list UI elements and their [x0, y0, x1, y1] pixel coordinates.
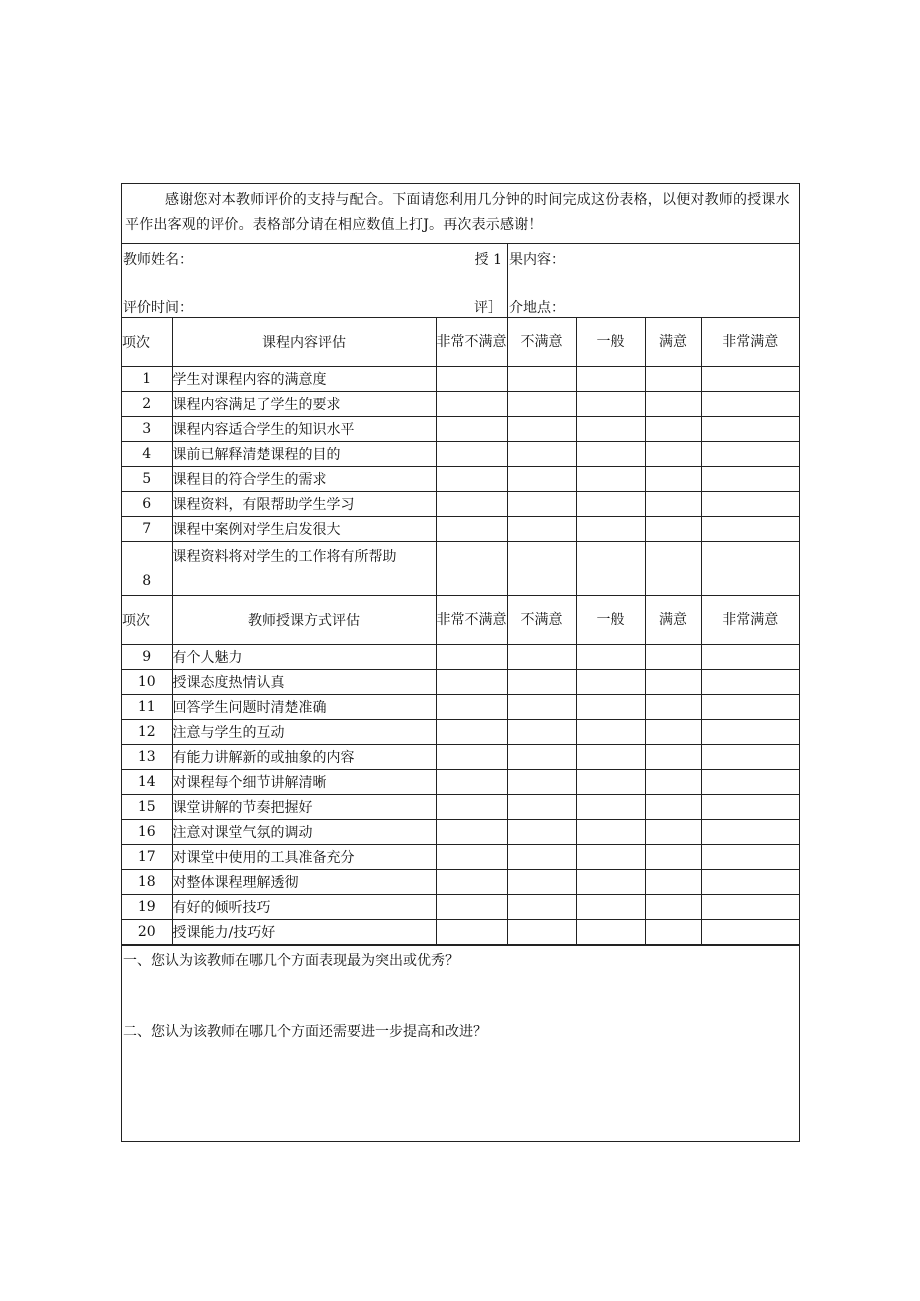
rating-cell-1[interactable] [507, 645, 576, 670]
rating-cell-4[interactable] [701, 820, 799, 845]
rating-cell-1[interactable] [507, 770, 576, 795]
item-text: 课程中案例对学生启发很大 [172, 517, 436, 542]
info-left [122, 244, 508, 317]
item-number: 5 [122, 467, 172, 492]
item-number: 10 [122, 670, 172, 695]
course-label-fragment-left: 授 1 [474, 252, 502, 268]
rating-cell-0[interactable] [436, 920, 507, 945]
rating-cell-1[interactable] [507, 467, 576, 492]
rating-cell-4[interactable] [701, 770, 799, 795]
eval-time-label[interactable]: 评价时间： [123, 300, 193, 316]
rating-cell-4[interactable] [701, 645, 799, 670]
rating-cell-4[interactable] [701, 745, 799, 770]
rating-cell-2[interactable] [576, 467, 645, 492]
rating-cell-4[interactable] [701, 392, 799, 417]
rating-cell-3[interactable] [645, 720, 701, 745]
rating-cell-3[interactable] [645, 467, 701, 492]
section-title: 教师授课方式评估 [172, 596, 436, 645]
item-number: 19 [122, 895, 172, 920]
rating-cell-3[interactable] [645, 670, 701, 695]
rating-cell-3[interactable] [645, 795, 701, 820]
rating-cell-3[interactable] [645, 770, 701, 795]
rating-cell-3[interactable] [645, 442, 701, 467]
item-number: 13 [122, 745, 172, 770]
scale-header-2: 一般 [576, 596, 645, 645]
scale-header-3: 满意 [645, 318, 701, 367]
table-row [122, 770, 799, 795]
item-number: 20 [122, 920, 172, 945]
rating-cell-2[interactable] [576, 720, 645, 745]
table-row [122, 645, 799, 670]
rating-cell-0[interactable] [436, 467, 507, 492]
rating-cell-2[interactable] [576, 870, 645, 895]
item-number: 7 [122, 517, 172, 542]
rating-cell-3[interactable] [645, 695, 701, 720]
scale-header-1: 不满意 [507, 596, 576, 645]
rating-cell-0[interactable] [436, 695, 507, 720]
rating-cell-4[interactable] [701, 517, 799, 542]
item-number: 8 [122, 542, 172, 596]
rating-cell-0[interactable] [436, 367, 507, 392]
item-text: 有能力讲解新的或抽象的内容 [172, 745, 436, 770]
item-text: 课程内容满足了学生的要求 [172, 392, 436, 417]
rating-cell-3[interactable] [645, 367, 701, 392]
rating-cell-3[interactable] [645, 517, 701, 542]
item-text: 课堂讲解的节奏把握好 [172, 795, 436, 820]
rating-cell-2[interactable] [576, 645, 645, 670]
item-number: 11 [122, 695, 172, 720]
rating-cell-4[interactable] [701, 845, 799, 870]
scale-header-1: 不满意 [507, 318, 576, 367]
rating-cell-1[interactable] [507, 720, 576, 745]
table-row [122, 517, 799, 542]
rating-cell-3[interactable] [645, 492, 701, 517]
rating-cell-4[interactable] [701, 795, 799, 820]
rating-cell-2[interactable] [576, 770, 645, 795]
item-text: 注意对课堂气氛的调动 [172, 820, 436, 845]
teacher-name-label[interactable]: 教师姓名： [123, 252, 193, 268]
rating-cell-3[interactable] [645, 820, 701, 845]
question-improve-answer[interactable] [123, 1041, 803, 1063]
rating-cell-4[interactable] [701, 870, 799, 895]
item-text: 授课态度热情认真 [172, 670, 436, 695]
rating-cell-0[interactable] [436, 442, 507, 467]
rating-cell-0[interactable] [436, 795, 507, 820]
rating-cell-0[interactable] [436, 770, 507, 795]
table-row [122, 542, 799, 596]
item-text: 课程资料，有限帮助学生学习 [172, 492, 436, 517]
rating-cell-0[interactable] [436, 720, 507, 745]
rating-cell-2[interactable] [576, 542, 645, 596]
rating-cell-4[interactable] [701, 920, 799, 945]
question-improve [122, 1015, 799, 1141]
item-number: 9 [122, 645, 172, 670]
rating-cell-1[interactable] [507, 870, 576, 895]
rating-cell-1[interactable] [507, 542, 576, 596]
question-excellent [122, 945, 799, 1015]
table-header-row [122, 318, 799, 367]
scale-header-0: 非常不满意 [436, 596, 507, 645]
rating-cell-2[interactable] [576, 745, 645, 770]
rating-cell-4[interactable] [701, 467, 799, 492]
rating-cell-3[interactable] [645, 392, 701, 417]
col-item-number-header: 项次 [122, 596, 172, 645]
rating-cell-4[interactable] [701, 417, 799, 442]
table-row [122, 392, 799, 417]
item-text: 有好的倾听技巧 [172, 895, 436, 920]
rating-cell-1[interactable] [507, 392, 576, 417]
section-title: 课程内容评估 [172, 318, 436, 367]
item-text: 对课程每个细节讲解清晰 [172, 770, 436, 795]
item-number: 16 [122, 820, 172, 845]
item-text: 课程内容适合学生的知识水平 [172, 417, 436, 442]
info-block [122, 244, 799, 318]
question-excellent-answer[interactable] [123, 970, 803, 992]
rating-cell-2[interactable] [576, 920, 645, 945]
table-row [122, 920, 799, 945]
rating-cell-0[interactable] [436, 845, 507, 870]
rating-cell-2[interactable] [576, 795, 645, 820]
rating-cell-1[interactable] [507, 367, 576, 392]
item-number: 1 [122, 367, 172, 392]
item-number: 17 [122, 845, 172, 870]
scale-header-4: 非常满意 [701, 318, 799, 367]
item-text: 回答学生问题时清楚准确 [172, 695, 436, 720]
rating-cell-3[interactable] [645, 417, 701, 442]
item-text: 注意与学生的互动 [172, 720, 436, 745]
table-row [122, 442, 799, 467]
item-text: 对整体课程理解透彻 [172, 870, 436, 895]
rating-cell-0[interactable] [436, 895, 507, 920]
eval-location-label[interactable]: 介地点： [509, 300, 565, 316]
question-excellent-label: 一、您认为该教师在哪几个方面表现最为突出或优秀？ [123, 953, 459, 969]
item-text: 学生对课程内容的满意度 [172, 367, 436, 392]
table-row [122, 845, 799, 870]
intro-text: 感谢您对本教师评价的支持与配合。下面请您利用几分钟的时间完成这份表格，以便对教师的授课水平作出客观的评价。表格部分请在相应数值上打J。再次表示感谢！ [122, 184, 799, 244]
table-row [122, 492, 799, 517]
rating-table [122, 318, 799, 945]
item-number: 15 [122, 795, 172, 820]
rating-cell-3[interactable] [645, 920, 701, 945]
item-text: 课程资料将对学生的工作将有所帮助 [172, 542, 436, 596]
rating-cell-4[interactable] [701, 720, 799, 745]
rating-cell-1[interactable] [507, 920, 576, 945]
rating-cell-0[interactable] [436, 820, 507, 845]
scale-header-2: 一般 [576, 318, 645, 367]
rating-cell-2[interactable] [576, 392, 645, 417]
item-text: 课程目的符合学生的需求 [172, 467, 436, 492]
rating-cell-3[interactable] [645, 845, 701, 870]
question-improve-label: 二、您认为该教师在哪几个方面还需要进一步提高和改进？ [123, 1024, 487, 1040]
rating-cell-3[interactable] [645, 645, 701, 670]
rating-cell-2[interactable] [576, 895, 645, 920]
rating-cell-0[interactable] [436, 392, 507, 417]
rating-cell-3[interactable] [645, 870, 701, 895]
table-row [122, 695, 799, 720]
rating-cell-4[interactable] [701, 367, 799, 392]
table-row [122, 820, 799, 845]
rating-cell-3[interactable] [645, 745, 701, 770]
rating-cell-1[interactable] [507, 695, 576, 720]
rating-cell-0[interactable] [436, 417, 507, 442]
rating-cell-0[interactable] [436, 645, 507, 670]
item-number: 3 [122, 417, 172, 442]
item-number: 4 [122, 442, 172, 467]
table-row [122, 870, 799, 895]
location-label-fragment-left: 评］ [474, 300, 502, 316]
rating-cell-0[interactable] [436, 670, 507, 695]
rating-cell-0[interactable] [436, 542, 507, 596]
rating-cell-1[interactable] [507, 492, 576, 517]
rating-cell-1[interactable] [507, 670, 576, 695]
rating-cell-1[interactable] [507, 820, 576, 845]
col-item-number-header: 项次 [122, 318, 172, 367]
table-header-row [122, 596, 799, 645]
rating-cell-3[interactable] [645, 542, 701, 596]
table-row [122, 367, 799, 392]
rating-cell-4[interactable] [701, 895, 799, 920]
info-right [508, 244, 799, 317]
rating-cell-2[interactable] [576, 820, 645, 845]
rating-cell-2[interactable] [576, 367, 645, 392]
rating-cell-0[interactable] [436, 517, 507, 542]
rating-cell-3[interactable] [645, 895, 701, 920]
rating-cell-1[interactable] [507, 442, 576, 467]
item-number: 12 [122, 720, 172, 745]
item-text: 授课能力/技巧好 [172, 920, 436, 945]
rating-cell-4[interactable] [701, 492, 799, 517]
table-row [122, 467, 799, 492]
table-row [122, 670, 799, 695]
rating-cell-1[interactable] [507, 517, 576, 542]
rating-cell-2[interactable] [576, 442, 645, 467]
rating-cell-4[interactable] [701, 695, 799, 720]
item-number: 14 [122, 770, 172, 795]
item-number: 2 [122, 392, 172, 417]
rating-cell-0[interactable] [436, 745, 507, 770]
rating-cell-1[interactable] [507, 845, 576, 870]
item-text: 对课堂中使用的工具准备充分 [172, 845, 436, 870]
scale-header-3: 满意 [645, 596, 701, 645]
rating-cell-1[interactable] [507, 895, 576, 920]
item-number: 6 [122, 492, 172, 517]
rating-cell-2[interactable] [576, 417, 645, 442]
course-content-label[interactable]: 果内容： [509, 252, 565, 268]
rating-cell-0[interactable] [436, 492, 507, 517]
rating-cell-0[interactable] [436, 870, 507, 895]
scale-header-4: 非常满意 [701, 596, 799, 645]
table-row [122, 417, 799, 442]
scale-header-0: 非常不满意 [436, 318, 507, 367]
evaluation-form [121, 183, 800, 1142]
rating-cell-1[interactable] [507, 417, 576, 442]
item-text: 课前已解释清楚课程的目的 [172, 442, 436, 467]
rating-cell-2[interactable] [576, 695, 645, 720]
table-row [122, 720, 799, 745]
rating-cell-4[interactable] [701, 542, 799, 596]
rating-cell-2[interactable] [576, 670, 645, 695]
rating-cell-2[interactable] [576, 492, 645, 517]
rating-cell-1[interactable] [507, 795, 576, 820]
item-text: 有个人魅力 [172, 645, 436, 670]
rating-cell-4[interactable] [701, 442, 799, 467]
table-row [122, 895, 799, 920]
rating-cell-2[interactable] [576, 517, 645, 542]
rating-cell-2[interactable] [576, 845, 645, 870]
rating-cell-1[interactable] [507, 745, 576, 770]
table-row [122, 795, 799, 820]
rating-cell-4[interactable] [701, 670, 799, 695]
item-number: 18 [122, 870, 172, 895]
table-row [122, 745, 799, 770]
